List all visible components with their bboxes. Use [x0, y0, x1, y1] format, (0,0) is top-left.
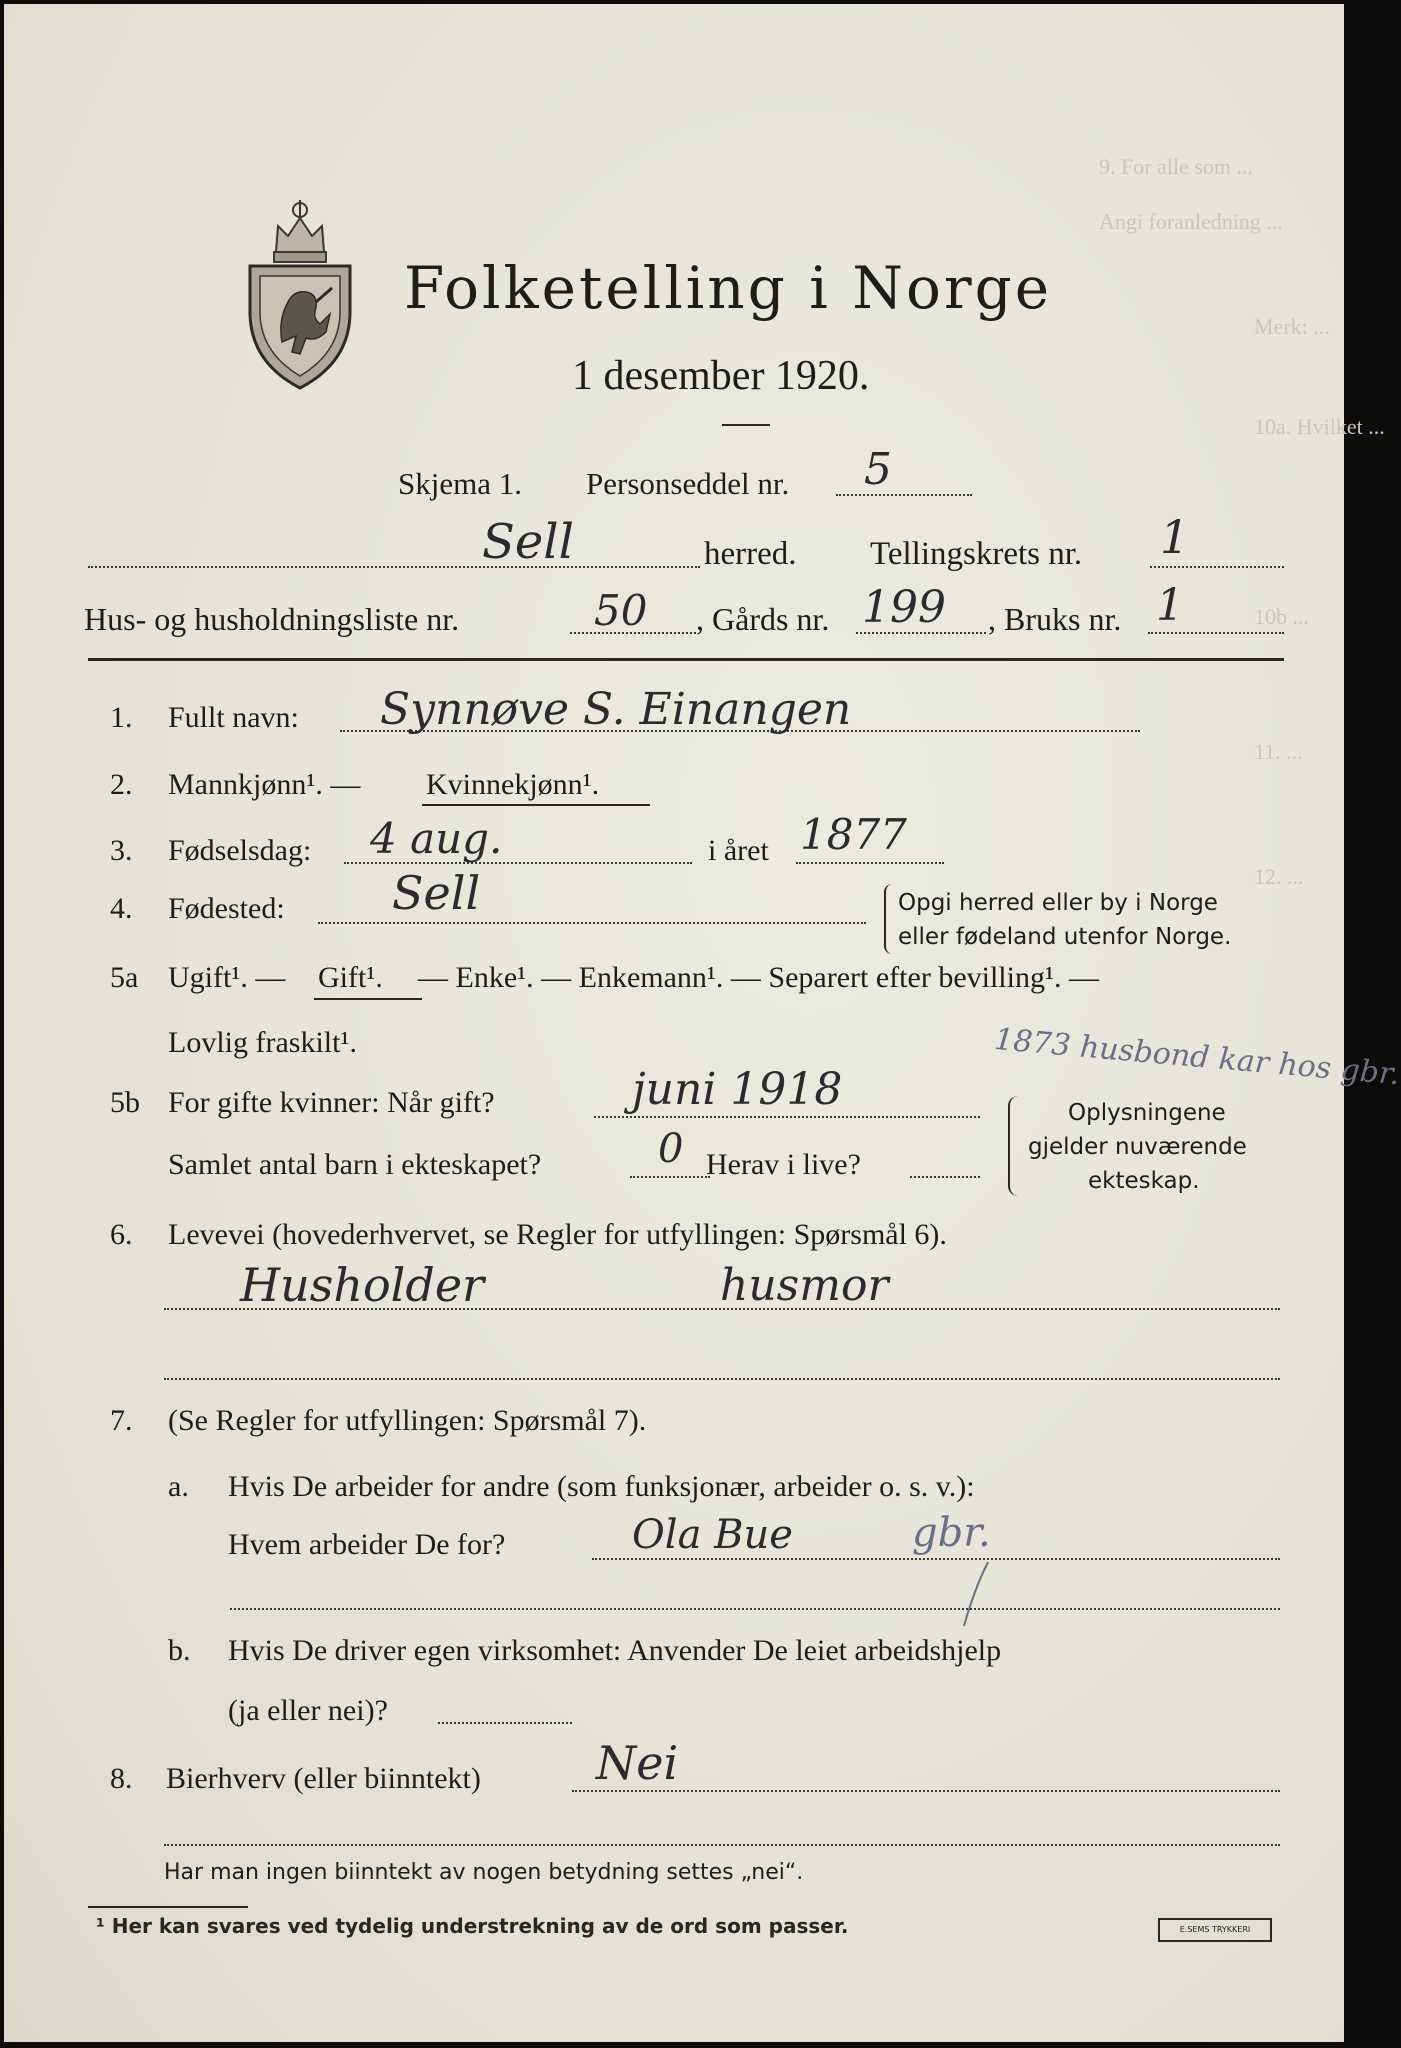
schema-label: Skjema 1.	[398, 466, 522, 501]
correction-stroke-icon	[956, 1560, 996, 1630]
q7b-label: Hvis De driver egen virksomhet: Anvender De leiet arbeidshjelp	[228, 1634, 1002, 1667]
marriage-date-label: For gifte kvinner: Når gift?	[168, 1086, 495, 1119]
q1-number: 1.	[110, 701, 133, 734]
herred-label: herred.	[704, 536, 797, 572]
q6-number: 6.	[110, 1218, 133, 1251]
married-option: Gift¹.	[318, 961, 383, 994]
tellingskrets-value: 1	[1160, 510, 1190, 564]
q1-label: Fullt navn:	[168, 701, 299, 734]
tellingskrets-line	[1150, 566, 1284, 568]
gards-label: , Gårds nr.	[696, 601, 830, 637]
person-number-value: 5	[864, 444, 892, 495]
children-count-label: Samlet antal barn i ekteskapet?	[168, 1148, 542, 1181]
employer-correction: gbr.	[912, 1510, 991, 1556]
household-list-value: 50	[594, 586, 648, 635]
q7b-letter: b.	[168, 1634, 191, 1667]
employer-value: Ola Bue	[632, 1512, 793, 1558]
female-underline-mark	[422, 804, 650, 806]
bleed-through-text: 9. For alle som ...	[1099, 154, 1253, 179]
divorced-option: Lovlig fraskilt¹.	[168, 1026, 357, 1059]
q4-note-line1: Opgi herred eller by i Norge	[898, 890, 1218, 916]
employer-line	[592, 1558, 1280, 1560]
household-list-label: Hus- og husholdningsliste nr.	[84, 601, 460, 637]
full-name-value: Synnøve S. Einangen	[380, 684, 852, 735]
person-number-label: Personseddel nr.	[586, 466, 790, 501]
employer-label: Hvem arbeider De for?	[228, 1528, 506, 1561]
children-alive-label: Herav i live?	[706, 1148, 861, 1181]
q7a-label: Hvis De arbeider for andre (som funksjonær, arbeider o. s. v.):	[228, 1470, 975, 1503]
q3-year-label: i året	[708, 834, 769, 867]
q5b-number: 5b	[110, 1086, 140, 1119]
printer-stamp: E.SEMS TRYKKERI	[1158, 1918, 1272, 1942]
nei-note: Har man ingen biinntekt av nogen betydning settes „nei“.	[164, 1860, 804, 1885]
children-alive-line	[910, 1176, 980, 1178]
bleed-through-text: 10b ...	[1254, 604, 1309, 629]
unmarried-option: Ugift¹. —	[168, 961, 286, 994]
bleed-through-text: 11. ...	[1254, 739, 1303, 764]
bleed-through-text: 12. ...	[1254, 864, 1304, 889]
employer-line-2	[230, 1608, 1280, 1610]
q3-number: 3.	[110, 834, 133, 867]
children-count-line	[630, 1176, 710, 1178]
q4-note-line2: eller fødeland utenfor Norge.	[898, 924, 1232, 950]
margin-annotation: 1873 husbond kar hos gbr.	[992, 1022, 1401, 1093]
q5b-note-line1: Oplysningene	[1068, 1100, 1226, 1126]
title-divider	[722, 424, 770, 426]
bleed-through-text: 10a. Hvilket ...	[1254, 414, 1385, 439]
footnote-text: ¹ Her kan svares ved tydelig understrekning av de ord som passer.	[96, 1914, 849, 1938]
q3-year-line	[796, 862, 944, 864]
marriage-date-line	[594, 1116, 980, 1118]
census-form-page	[4, 4, 1401, 2042]
occupation-correction: husmor	[720, 1260, 889, 1311]
tellingskrets-label: Tellingskrets nr.	[870, 536, 1083, 572]
q8-label: Bierhverv (eller biinntekt)	[166, 1762, 481, 1795]
q4-label: Fødested:	[168, 892, 285, 925]
q5b-note-line2: gjelder nuværende	[1028, 1134, 1247, 1160]
q6-label: Levevei (hovederhvervet, se Regler for utfyllingen: Spørsmål 6).	[168, 1218, 947, 1251]
q5a-number: 5a	[110, 961, 139, 994]
q8-line	[572, 1790, 1280, 1792]
norway-coat-of-arms-icon	[242, 192, 358, 392]
birth-year-value: 1877	[800, 810, 907, 859]
male-option: Mannkjønn¹. —	[168, 768, 361, 801]
footnote-rule	[88, 1906, 248, 1908]
q2-number: 2.	[110, 768, 133, 801]
herred-line	[88, 566, 700, 568]
gards-value: 199	[862, 582, 946, 633]
q4-note-brace	[884, 884, 892, 954]
side-income-value: Nei	[596, 1736, 679, 1790]
q3-label: Fødselsdag:	[168, 834, 312, 867]
bruks-value: 1	[1156, 580, 1184, 631]
bleed-through-text: Angi foranledning ...	[1099, 209, 1283, 234]
married-underline-mark	[314, 998, 422, 1000]
occupation-value: Husholder	[240, 1258, 485, 1312]
q4-line	[318, 922, 866, 924]
person-number-line	[836, 494, 972, 496]
bruks-label: , Bruks nr.	[988, 601, 1122, 637]
birthday-value: 4 aug.	[370, 814, 503, 863]
bruks-line	[1148, 632, 1284, 634]
occupation-line-2	[164, 1378, 1280, 1380]
marital-status-options: — Enke¹. — Enkemann¹. — Separert efter bevilling¹. —	[418, 961, 1099, 994]
bleed-through-text: Merk: ...	[1254, 314, 1330, 339]
female-option: Kvinnekjønn¹.	[426, 768, 600, 801]
q7a-letter: a.	[168, 1470, 189, 1503]
q8-number: 8.	[110, 1762, 133, 1795]
header-rule	[88, 658, 1284, 661]
q7b-label-2: (ja eller nei)?	[228, 1694, 388, 1727]
q7-number: 7.	[110, 1404, 133, 1437]
census-date: 1 desember 1920.	[572, 353, 870, 399]
q5b-note-brace	[1008, 1096, 1018, 1196]
q7-label: (Se Regler for utfyllingen: Spørsmål 7).	[168, 1404, 647, 1437]
q5b-note-line3: ekteskap.	[1088, 1168, 1200, 1194]
marriage-date-value: juni 1918	[632, 1064, 843, 1115]
children-count-value: 0	[658, 1126, 684, 1172]
q8-line-2	[164, 1844, 1280, 1846]
herred-value: Sell	[482, 514, 574, 570]
page-title: Folketelling i Norge	[404, 254, 1053, 322]
q4-number: 4.	[110, 892, 133, 925]
q7b-line	[438, 1722, 572, 1724]
birthplace-value: Sell	[392, 866, 481, 920]
